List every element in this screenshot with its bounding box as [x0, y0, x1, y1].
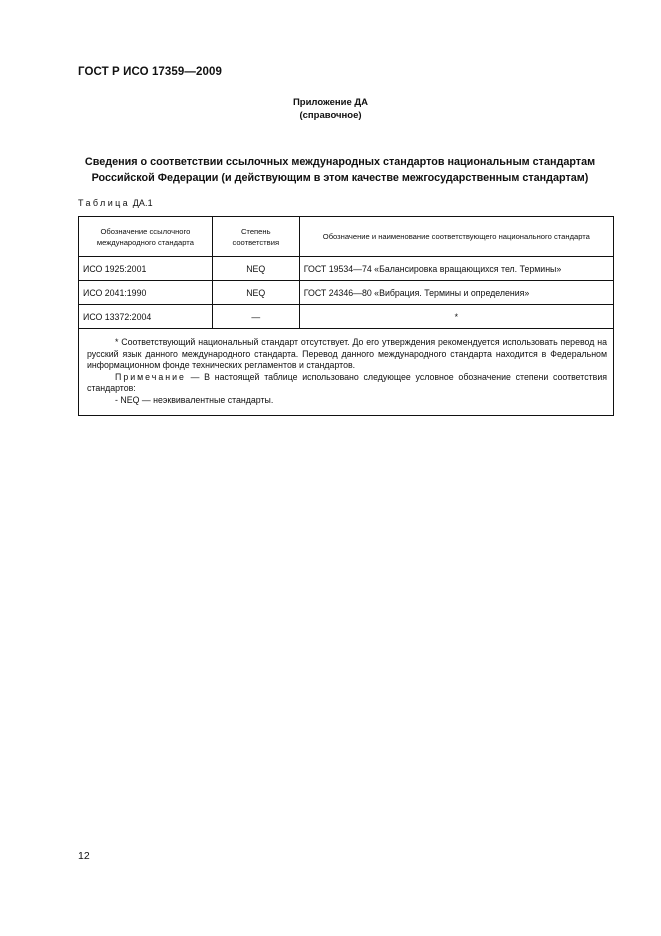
note	[87, 372, 607, 395]
cell-national: ГОСТ 19534—74 «Балансировка вращающихся тел. Термины»	[299, 257, 613, 281]
cell-national: ГОСТ 24346—80 «Вибрация. Термины и определения»	[299, 281, 613, 305]
correspondence-table	[78, 216, 614, 416]
footnote: * Соответствующий национальный стандарт отсутствует. До его утверждения рекомендуется использовать перевод на русский язык данного международного стандарта. Перевод данного международного стандарта находится в Федеральном информационном фонде технических регламентов и стандартов.	[87, 337, 607, 371]
annex-title: Приложение ДА	[292, 97, 369, 108]
table-row	[79, 257, 614, 281]
section-heading-line-1: Сведения о соответствии ссылочных международных стандартов национальным стандартам	[84, 156, 596, 168]
document-code: ГОСТ Р ИСО 17359—2009	[78, 66, 223, 78]
cell-reference: ИСО 13372:2004	[79, 305, 213, 329]
annex-type: (справочное)	[299, 110, 362, 121]
cell-reference: ИСО 1925:2001	[79, 257, 213, 281]
cell-national: *	[299, 305, 613, 329]
table-notes-row	[79, 329, 614, 416]
page-number: 12	[78, 850, 90, 862]
cell-degree: NEQ	[212, 257, 299, 281]
column-header-national: Обозначение и наименование соответствующего национального стандарта	[299, 217, 613, 257]
legend-entry: - NEQ — неэквивалентные стандарты.	[115, 394, 274, 405]
note-label: Примечание	[115, 371, 186, 382]
table-caption-id: ДА.1	[132, 198, 153, 208]
cell-reference: ИСО 2041:1990	[79, 281, 213, 305]
cell-degree: NEQ	[212, 281, 299, 305]
cell-degree: —	[212, 305, 299, 329]
table-caption-prefix: Таблица	[78, 198, 131, 208]
table-notes	[79, 329, 614, 416]
note-text: — В настоящей таблице использовано следующее условное обозначение степени соответствия стандартов:	[87, 371, 607, 394]
section-heading	[70, 154, 610, 186]
table-caption	[78, 198, 153, 208]
column-header-reference: Обозначение ссылочного международного стандарта	[79, 217, 213, 257]
column-header-degree: Степень соответствия	[212, 217, 299, 257]
table-row	[79, 305, 614, 329]
section-heading-line-2: Российской Федерации (и действующим в этом качестве межгосударственным стандартам)	[91, 172, 589, 184]
table-header-row	[79, 217, 614, 257]
table-row	[79, 281, 614, 305]
